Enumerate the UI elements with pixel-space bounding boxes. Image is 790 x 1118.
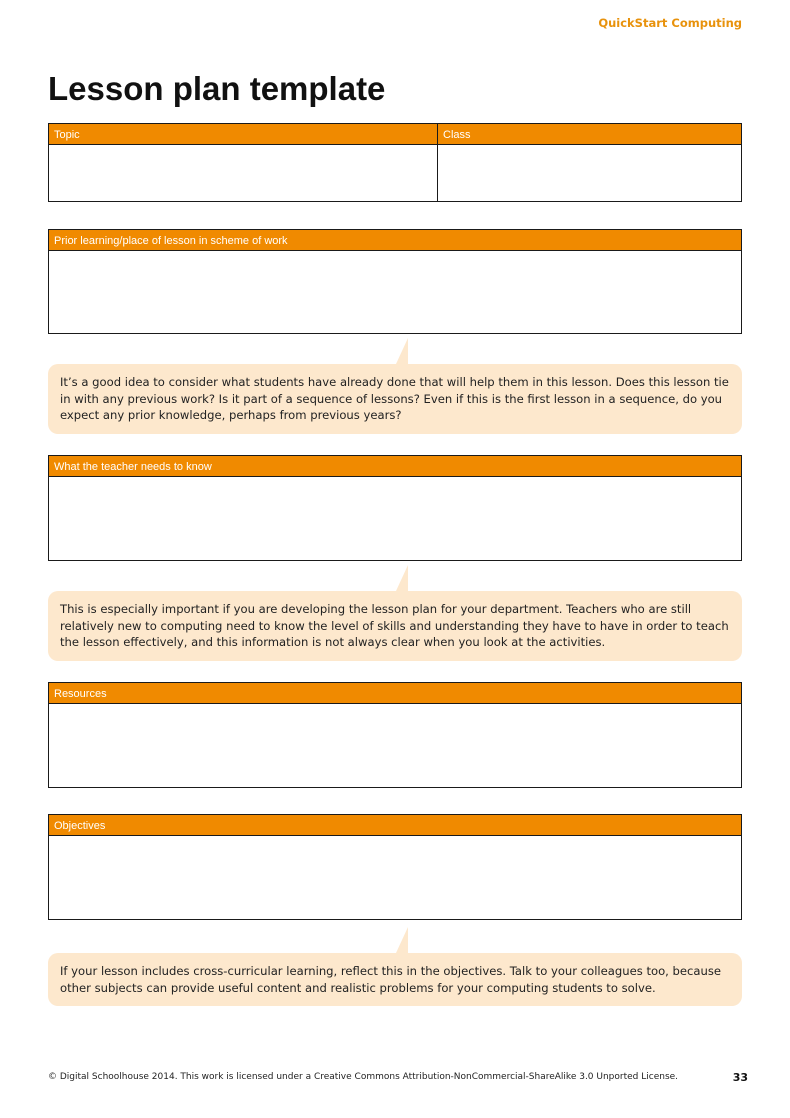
prior-learning-box xyxy=(48,229,742,334)
topic-header: Topic xyxy=(49,124,437,145)
topic-class-box xyxy=(48,123,742,202)
prior-learning-field[interactable] xyxy=(49,251,741,333)
class-section xyxy=(438,124,741,201)
objectives-header: Objectives xyxy=(49,815,741,836)
teacher-needs-tip xyxy=(48,591,742,661)
teacher-needs-header: What the teacher needs to know xyxy=(49,456,741,477)
prior-learning-tip xyxy=(48,364,742,434)
topic-field[interactable] xyxy=(49,145,437,201)
class-header: Class xyxy=(438,124,741,145)
objectives-box xyxy=(48,814,742,920)
brand-label: QuickStart Computing xyxy=(598,16,742,30)
teacher-needs-field[interactable] xyxy=(49,477,741,560)
license-footer: © Digital Schoolhouse 2014. This work is licensed under a Creative Commons Attribution-NonCommercial-ShareAlike 3.0 Unported License. xyxy=(48,1072,679,1082)
objectives-tip-text: If your lesson includes cross-curricular learning, reflect this in the objectives. Talk to your colleagues too, because other subjects can provide useful content and realistic problems for your computing students to solve. xyxy=(60,964,722,995)
objectives-field[interactable] xyxy=(49,836,741,919)
prior-learning-tip-text: It’s a good idea to consider what students have already done that will help them in this lesson. Does this lesson tie in with any previous work? Is it part of a sequence of lessons? Even if this is the first lesson in a sequence, do you expect any prior knowledge, perhaps from previous years? xyxy=(60,375,729,422)
teacher-needs-tip-text: This is especially important if you are developing the lesson plan for your department. Teachers who are still relatively new to computing need to know the level of skills and understanding they have to have in order to teach the lesson effectively, and this information is not always clear when you look at the activities. xyxy=(60,602,729,649)
resources-field[interactable] xyxy=(49,704,741,787)
prior-learning-header: Prior learning/place of lesson in scheme of work xyxy=(49,230,741,251)
objectives-tip xyxy=(48,953,742,1006)
topic-section xyxy=(49,124,438,201)
resources-header: Resources xyxy=(49,683,741,704)
teacher-needs-box xyxy=(48,455,742,561)
class-field[interactable] xyxy=(438,145,741,201)
page-title: Lesson plan template xyxy=(48,70,386,107)
page-number: 33 xyxy=(732,1071,748,1084)
resources-box xyxy=(48,682,742,788)
